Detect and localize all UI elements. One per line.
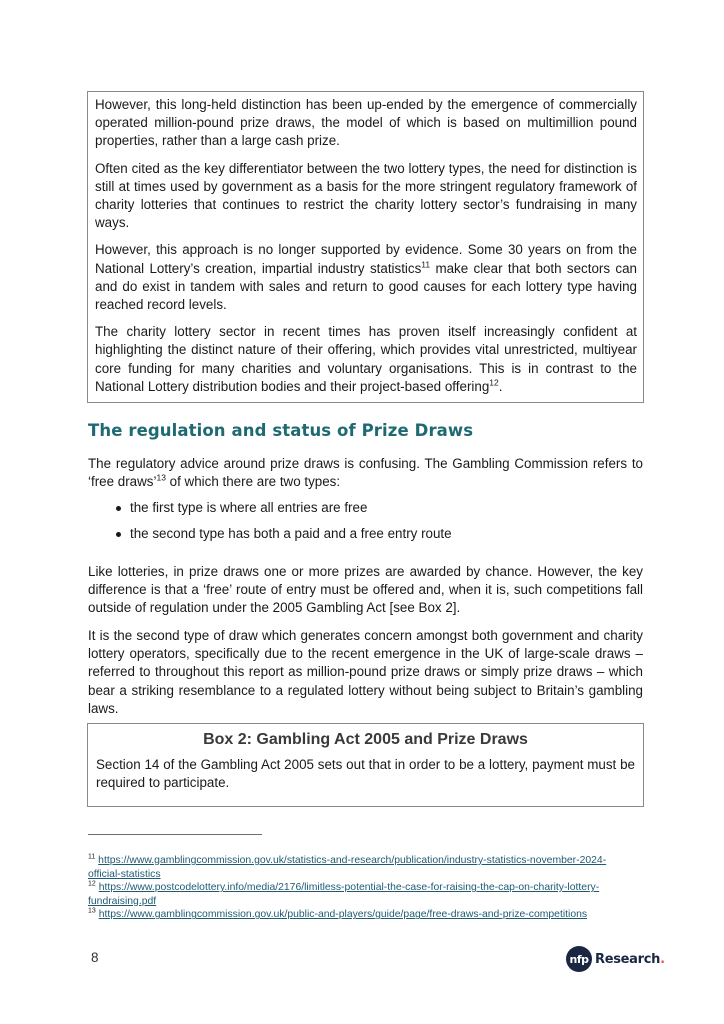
- footnote-ref-12[interactable]: 12: [489, 377, 499, 388]
- footnote-link-13[interactable]: https://www.gamblingcommission.gov.uk/public-and-players/guide/page/free-draws-and-prize-competitions: [98, 909, 588, 921]
- section-heading: The regulation and status of Prize Draws: [88, 421, 474, 440]
- footnote-divider: [88, 834, 262, 835]
- bullet-icon: [116, 506, 121, 511]
- box2-title: Box 2: Gambling Act 2005 and Prize Draws: [203, 731, 528, 748]
- box1-paragraph-3: However, this approach is no longer supported by evidence. Some 30 years on from the National Lottery’s creation, impartial industry statistics$^{11}$ make clear that both sectors can and do exist in tandem with sales and return to good causes for each lottery type having reached record levels.: [95, 242, 637, 313]
- nfp-research-logo: [566, 946, 665, 972]
- nfp-logo-mark-icon: nfp: [566, 946, 592, 972]
- intro-paragraph: The regulatory advice around prize draws is confusing. The Gambling Commission refers to ‘free draws’$^{13}$ of which there are two types:: [88, 456, 643, 490]
- footnote-ref-13[interactable]: 13: [156, 472, 166, 483]
- callout-box-gambling-act: [87, 723, 644, 807]
- footnote-ref-11[interactable]: 11: [421, 259, 431, 270]
- bullet-icon: [116, 532, 121, 537]
- footnote-12: $^{12}$ https://www.postcodelottery.info/media/2176/limitless-potential-the-case-for-raising-the-cap-on-charity-lottery-fundraising.pdf: [88, 880, 600, 907]
- draw-types-list: [88, 499, 643, 551]
- page-number: 8: [91, 950, 99, 965]
- footnotes: [88, 854, 628, 922]
- box2-text: Section 14 of the Gambling Act 2005 sets out that in order to be a lottery, payment must be required to participate.: [96, 757, 635, 791]
- box1-paragraph-2: Often cited as the key differentiator between the two lottery types, the need for distinction is still at times used by government as a basis for the more stringent regulatory framework of charity lotteries that continues to restrict the charity lottery sector’s fundraising in many ways.: [95, 160, 637, 231]
- list-item: the second type has both a paid and a free entry route: [88, 525, 643, 543]
- paragraph-second-type: It is the second type of draw which generates concern amongst both government and charity lottery operators, specifically due to the recent emergence in the UK of large-scale draws – referred to throughout this report as million-pound prize draws or simply prize draws – which bear a striking resemblance to a regulated lottery without being subject to Britain’s gambling laws.: [88, 628, 643, 716]
- footnote-link-12[interactable]: https://www.postcodelottery.info/media/2176/limitless-potential-the-case-for-raising-the-cap-on-charity-lottery-fundraising.pdf: [88, 882, 600, 907]
- footnote-13: $^{13}$ https://www.gamblingcommission.gov.uk/public-and-players/guide/page/free-draws-and-prize-competitions: [88, 907, 588, 921]
- logo-wordmark: Research.: [595, 951, 665, 967]
- paragraph-like-lotteries: Like lotteries, in prize draws one or more prizes are awarded by chance. However, the key difference is that a ‘free’ route of entry must be offered and, when it is, such competitions fall outside of regulation under the 2005 Gambling Act [see Box 2].: [88, 564, 643, 616]
- box1-paragraph-4: The charity lottery sector in recent times has proven itself increasingly confident at highlighting the distinct nature of their offering, which provides vital unrestricted, multiyear core funding for many charities and voluntary organisations. This is in contrast to the National Lottery distribution bodies and their project-based offering$^{12}$.: [95, 324, 637, 394]
- footnote-11: $^{11}$ https://www.gamblingcommission.gov.uk/statistics-and-research/publication/industry-statistics-november-2024-official-statistics: [88, 853, 607, 880]
- callout-box-lottery-distinction: [87, 91, 644, 403]
- box1-paragraph-1: However, this long-held distinction has been up-ended by the emergence of commercially operated million-pound prize draws, the model of which is based on multimillion pound properties, rather than a large cash prize.: [95, 97, 637, 149]
- list-item: the first type is where all entries are free: [88, 499, 643, 517]
- footnote-link-11[interactable]: https://www.gamblingcommission.gov.uk/statistics-and-research/publication/industry-statistics-november-2024-official-statistics: [88, 855, 607, 880]
